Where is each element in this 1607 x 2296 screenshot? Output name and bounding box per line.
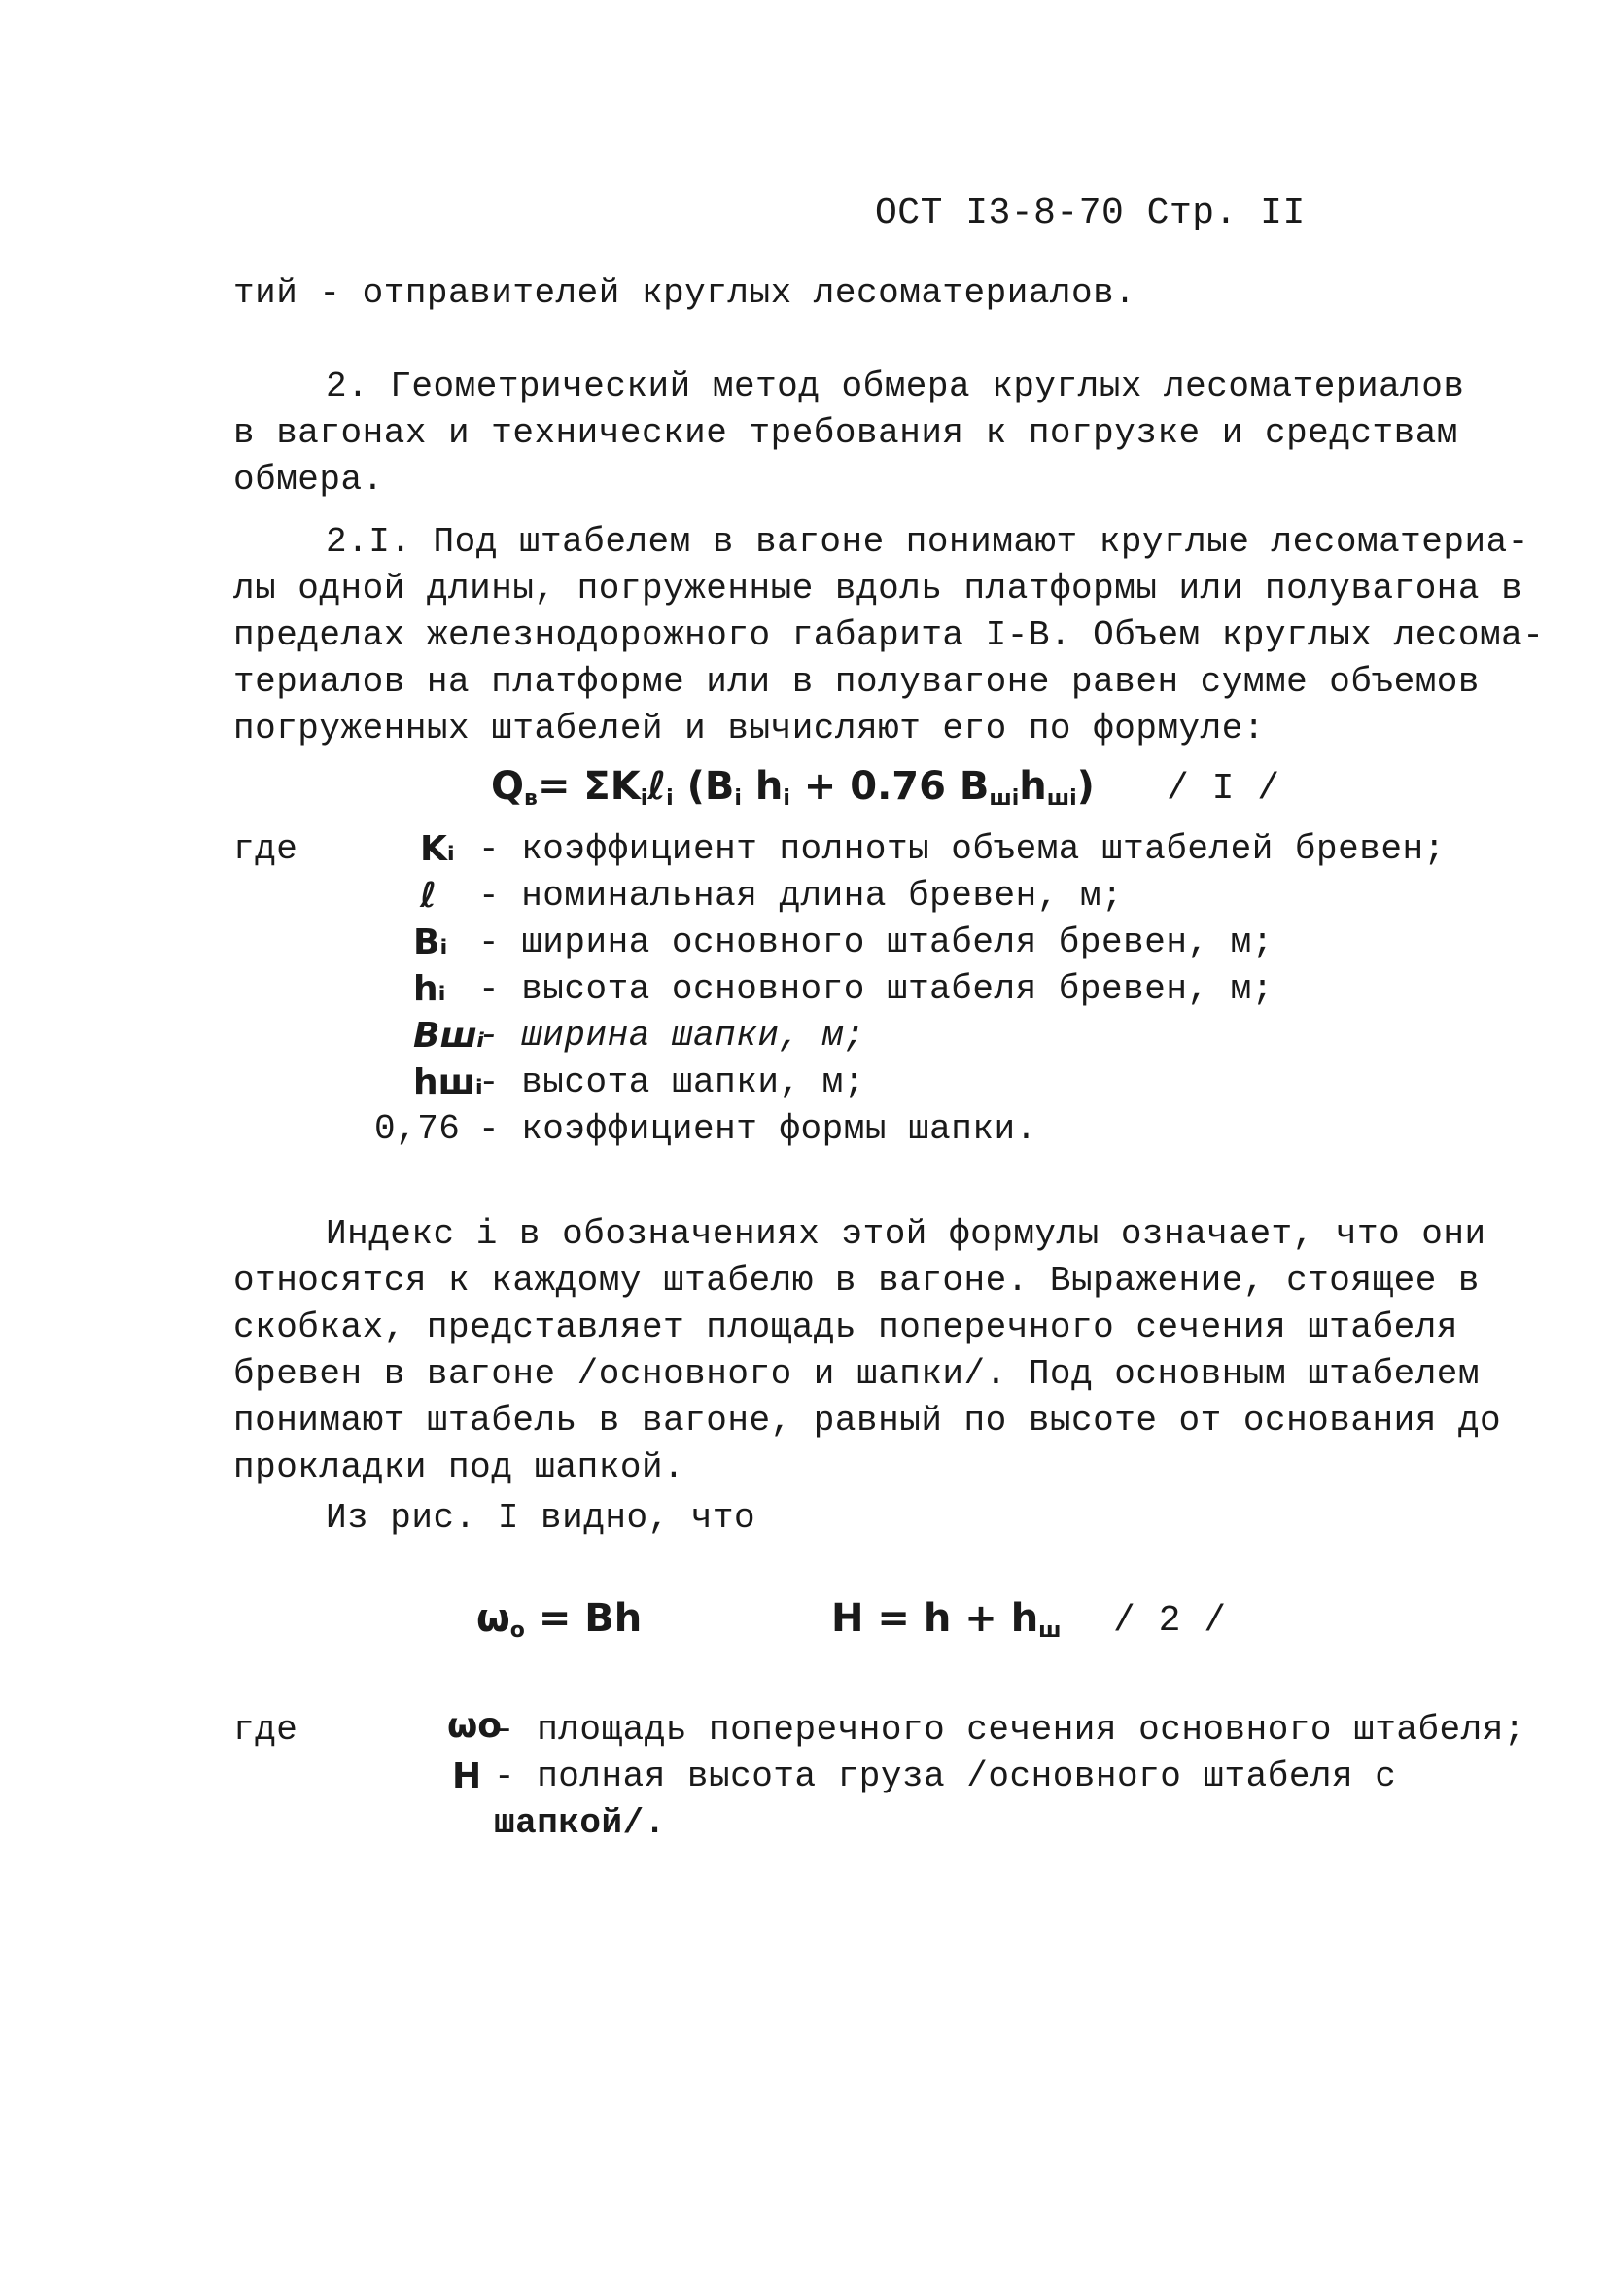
section-heading-line: обмера. [233,460,384,500]
paragraph-line: 2.I. Под штабелем в вагоне понимают круглые лесоматериа- [326,522,1529,562]
definition-text: - коэффициент полноты объема штабелей бревен; [478,829,1446,869]
figure-reference: Из рис. I видно, что [326,1498,756,1538]
definition-text: - ширина основного штабеля бревен, м; [478,922,1274,962]
formula-height: $H = h + h_ш$ [831,1596,1062,1643]
definition-text: - номинальная длина бревен, м; [478,876,1124,916]
formula-area: $\omega_o = Bh$ [476,1596,643,1643]
definition-text: - площадь поперечного сечения основного штабеля; [494,1710,1525,1750]
definition-symbol: Bᵢ [413,922,448,962]
definition-symbol: hшᵢ [413,1062,483,1102]
section-heading-line: в вагонах и технические требования к погрузке и средствам [233,413,1458,453]
paragraph-line: скобках, представляет площадь поперечного сечения штабеля [233,1307,1458,1347]
paragraph-line: прокладки под шапкой. [233,1447,685,1487]
definition-symbol: ℓ [420,876,437,916]
where-label: где [233,829,298,869]
definition-symbol: Kᵢ [420,829,455,869]
formula-number: / I / [1167,768,1280,810]
definition-text: - высота основного штабеля бревен, м; [478,969,1274,1009]
page-header: ОСТ I3-8-70 Стр. II [875,192,1306,234]
section-heading-line: 2. Геометрический метод обмера круглых лесоматериалов [326,366,1465,406]
paragraph-line: бревен в вагоне /основного и шапки/. Под основным штабелем [233,1354,1481,1394]
formula-volume: $Q_в=$ $\Sigma K_i\ell_i$ ($B_i$ $h_i + 0.76$ $B_{шi}h_{шi}$) [491,764,1095,811]
definition-symbol: ωo [447,1706,503,1746]
definition-symbol: H [452,1757,482,1796]
definition-symbol: hᵢ [413,969,446,1009]
definition-text: - высота шапки, м; [478,1062,865,1102]
continuation-text: тий - отправителей круглых лесоматериалов. [233,273,1136,313]
definition-symbol: 0,76 [374,1109,461,1149]
paragraph-line: погруженных штабелей и вычисляют его по формуле: [233,709,1265,748]
definition-text: - коэффициент формы шапки. [478,1109,1037,1149]
where-label: где [233,1710,298,1750]
definition-symbol: Bшᵢ [413,1016,485,1056]
paragraph-line: пределах железнодорожного габарита I-В. Объем круглых лесома- [233,615,1545,655]
paragraph-line: Индекс i в обозначениях этой формулы означает, что они [326,1214,1486,1254]
paragraph-line: относятся к каждому штабелю в вагоне. Выражение, стоящее в [233,1261,1481,1301]
paragraph-line: териалов на платформе или в полувагоне равен сумме объемов [233,662,1481,702]
definition-continuation: шапкой/. [494,1803,666,1843]
definition-text: - ширина шапки, м; [478,1016,865,1056]
definition-text: - полная высота груза /основного штабеля с [494,1757,1397,1796]
paragraph-line: лы одной длины, погруженные вдоль платформы или полувагона в [233,569,1523,609]
formula-number: / 2 / [1113,1600,1227,1642]
paragraph-line: понимают штабель в вагоне, равный по высоте от основания до [233,1401,1502,1441]
